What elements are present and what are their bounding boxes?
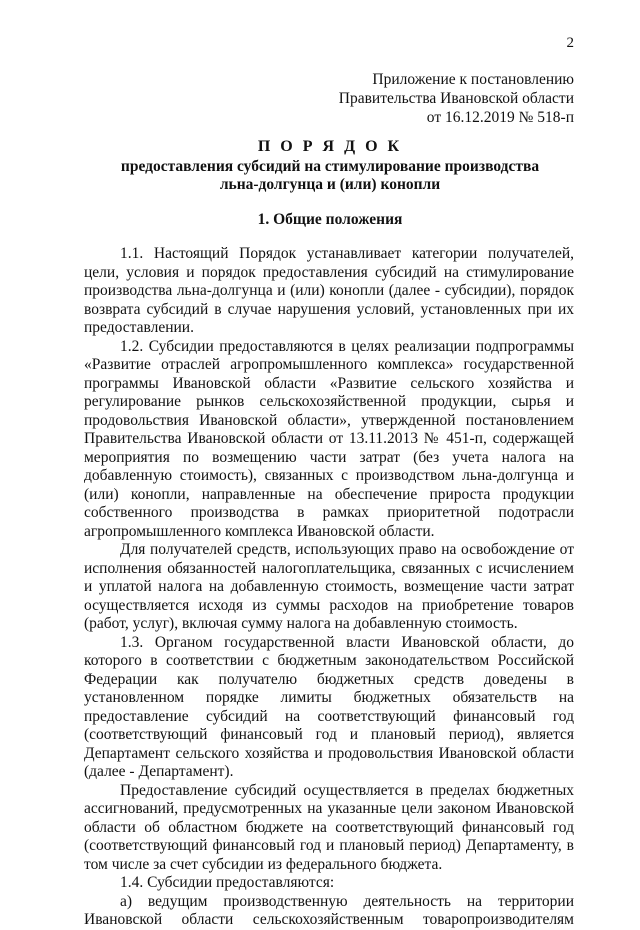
section-heading: 1. Общие положения: [257, 211, 403, 228]
appendix-line-3: от 16.12.2019 № 518-п: [426, 109, 574, 126]
appendix-header: [339, 70, 574, 127]
paragraph-1-1: 1.1. Настоящий Порядок устанавливает категории получателей, цели, условия и порядок предоставления субсидий на стимулирование производства льна-долгунца и (или) конопли (далее - субсидии), порядок возврата субсидий в случае нарушения условий, установленных при их предоставлении.: [84, 245, 574, 336]
paragraph-1-4: 1.4. Субсидии предоставляются:: [120, 874, 335, 891]
document-title: П О Р Я Д О К: [257, 138, 403, 155]
paragraph-vat-exemption: Для получателей средств, использующих право на освобождение от исполнения обязанностей налогоплательщика, связанных с исчислением и уплатой налога на добавленную стоимость, возмещение части затрат осуществляется исходя из суммы расходов на приобретение товаров (работ, услуг), включая сумму налога на добавленную стоимость.: [84, 541, 574, 632]
paragraph-1-3: 1.3. Органом государственной власти Ивановской области, до которого в соответствии с бюджетным законодательством Российской Федерации как получателю бюджетных средств доведены в установленном порядке лимиты бюджетных обязательств на предоставление субсидий на соответствующий финансовый год (соответствующий финансовый год и плановый период), является Департамент сельского хозяйства и продовольствия Ивановской области (далее - Департамент).: [84, 633, 574, 780]
paragraph-1-2: 1.2. Субсидии предоставляются в целях реализации подпрограммы «Развитие отраслей агропромышленного комплекса» государственной программы Ивановской области «Развитие сельского хозяйства и регулирование рынков сельскохозяйственной продукции, сырья и продовольствия Ивановской области», утвержденной постановлением Правительства Ивановской области от 13.11.2013 № 451-п, содержащей мероприятия по возмещению части затрат (без учета налога на добавленную стоимость), связанных с производством льна-долгунца и (или) конопли, направленные на обеспечение прироста продукции собственного производства в рамках приоритетной подотрасли агропромышленного комплекса Ивановской области.: [84, 337, 574, 540]
paragraph-budget-allocations: Предоставление субсидий осуществляется в пределах бюджетных ассигнований, предусмотренных на указанные цели законом Ивановской области об областном бюджете на соответствующий финансовый год (соответствующий финансовый год и плановый период) Департаменту, в том числе за счет субсидии из федерального бюджета.: [84, 781, 574, 873]
appendix-line-2: Правительства Ивановской области: [338, 90, 574, 107]
document-subtitle-line-1: предоставления субсидий на стимулирование производства: [120, 158, 540, 175]
document-body: [84, 245, 574, 930]
appendix-line-1: Приложение к постановлению: [372, 71, 574, 88]
page-number: 2: [566, 35, 574, 51]
paragraph-1-4-a: а) ведущим производственную деятельность на территории Ивановской области сельскохозяйственным товаропроизводителям: [84, 892, 574, 928]
document-subtitle-line-2: льна-долгунца и (или) конопли: [219, 176, 441, 193]
